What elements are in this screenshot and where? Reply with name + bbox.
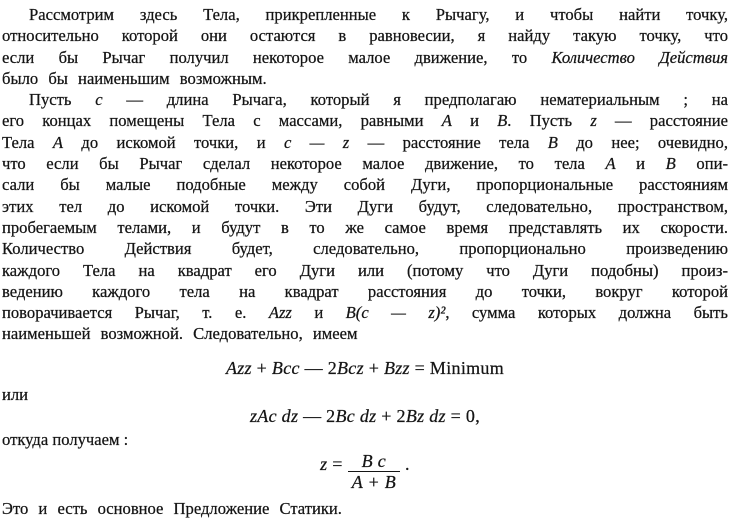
text-line <box>2 302 728 323</box>
text-line <box>2 281 728 302</box>
text-run: ведению каждого тела на квадрат расстояния до точки, вокруг которой <box>2 281 728 301</box>
formula-lhs: z <box>320 454 328 475</box>
text-run: и <box>451 111 498 131</box>
text-run: поворачивается Рычаг, т. е. <box>2 303 269 323</box>
text-line <box>2 4 728 25</box>
text-run: было бы наименьшим возможным. <box>2 68 267 88</box>
fraction-denominator: A + B <box>351 472 397 493</box>
math-variable: B(c — z)² <box>345 303 446 323</box>
text-run: относительно которой они остаются в равновесии, я найду такую точку, что <box>2 26 728 46</box>
closing-statement <box>2 498 728 519</box>
math-variable: z <box>590 111 597 131</box>
equation-minimum <box>2 357 728 379</box>
math-variable: c — z <box>283 132 350 152</box>
text-line <box>2 110 728 131</box>
paragraph-derivation <box>2 89 728 345</box>
text-line <box>2 25 728 46</box>
formula-z <box>2 451 728 495</box>
math-variable: zAc dz <box>249 406 299 427</box>
text-line <box>2 498 728 519</box>
text-run: наименьшей возможной. Следовательно, имеем <box>2 324 358 344</box>
text-line <box>2 89 728 110</box>
math-variable: A <box>52 132 64 152</box>
text-run: Тела <box>2 132 53 152</box>
or-label: или <box>2 384 29 404</box>
math-variable: Bcc <box>271 357 300 378</box>
text-run: , сумма которых должна быть <box>445 303 729 323</box>
fraction <box>348 451 400 492</box>
whence-label: откуда получаем : <box>2 430 129 450</box>
text-run: + 2 <box>376 406 406 427</box>
math-variable: Azz <box>268 303 292 323</box>
text-line <box>2 217 728 238</box>
text-run: Количество Действия будет, следовательно, пропорционально произведению <box>2 239 728 259</box>
math-variable: Azz <box>225 357 252 378</box>
text-run: — 2 <box>298 406 336 427</box>
text-line <box>2 132 728 153</box>
text-line <box>2 260 728 281</box>
text-run: что если бы Рычаг сделал некоторое малое движение, то тела <box>2 154 606 174</box>
text-line <box>2 153 728 174</box>
text-run: до нее; очевидно, <box>557 132 728 152</box>
text-line <box>2 323 728 344</box>
text-run: = 0, <box>445 406 481 427</box>
equals-sign: = <box>332 454 343 475</box>
text-run: — расстояние <box>596 111 728 131</box>
text-run: до искомой точки, и <box>63 132 284 152</box>
paragraph-intro <box>2 4 728 89</box>
text-run: этих тел до искомой точки. Эти Дуги будут, следовательно, пространством, <box>2 196 728 216</box>
text-run: и <box>291 303 346 323</box>
text-run: — 2 <box>299 357 337 378</box>
text-line <box>2 47 728 68</box>
text-run: + <box>251 357 272 378</box>
text-line <box>2 68 728 89</box>
math-variable: Количество Действия <box>551 47 728 67</box>
text-run: его концах помещены Тела с массами, равными <box>2 111 442 131</box>
text-line <box>2 174 728 195</box>
text-run: пробегаемым телами, и будут в то же самое время представлять их скорости. <box>2 217 728 237</box>
text-run: . Пусть <box>507 111 591 131</box>
text-run: опи- <box>675 154 728 174</box>
math-variable: A <box>441 111 452 131</box>
math-variable: Bzz <box>383 357 410 378</box>
math-variable: B <box>665 154 676 174</box>
fraction-numerator: B c <box>348 451 400 472</box>
math-variable: Bz dz <box>405 406 446 427</box>
text-run: — расстояние тела <box>349 132 548 152</box>
math-variable: B <box>547 132 558 152</box>
text-run: Рассмотрим здесь Тела, прикрепленные к Рычагу, и чтобы найти точку, <box>29 5 728 24</box>
text-run: = Minimum <box>409 357 505 378</box>
text-run: каждого Тела на квадрат его Дуги или (потому что Дуги подобны) произ- <box>2 260 728 280</box>
text-line <box>2 196 728 217</box>
math-variable: A <box>605 154 616 174</box>
text-run: + <box>363 357 384 378</box>
text-run: если бы Рычаг получил некоторое малое движение, то <box>2 47 552 67</box>
text-run: Это и есть основное Предложение Статики. <box>2 499 342 519</box>
math-variable: B <box>497 111 508 131</box>
equation-differential <box>2 405 728 427</box>
math-variable: Bcz <box>337 357 364 378</box>
text-run: — длина Рычага, который я предполагаю нематериальным ; на <box>102 90 728 110</box>
text-run: Пусть <box>29 90 96 110</box>
text-line <box>2 238 728 259</box>
text-run: сали бы малые подобные между собой Дуги, пропорциональные расстояниям <box>2 175 728 195</box>
formula-period: . <box>405 454 410 475</box>
math-variable: Bc dz <box>335 406 377 427</box>
text-run: и <box>615 154 666 174</box>
math-variable: c <box>95 90 103 110</box>
